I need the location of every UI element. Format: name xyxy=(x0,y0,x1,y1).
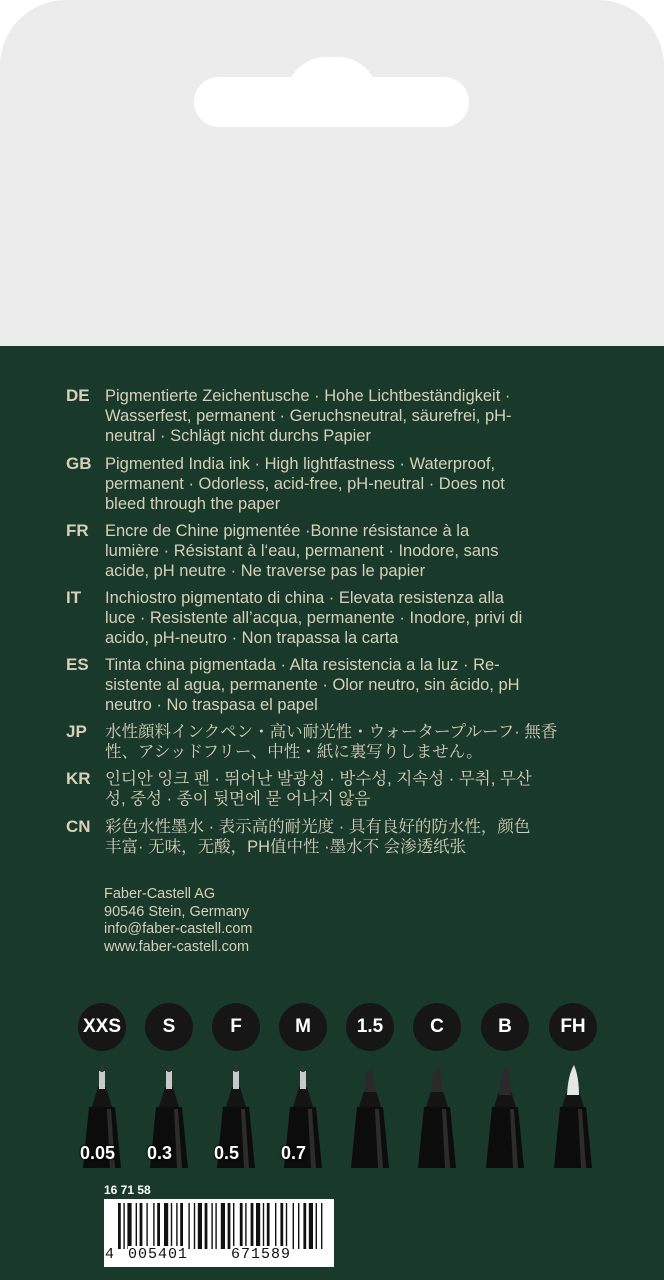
language-text xyxy=(105,817,600,857)
article-number: 16 71 58 xyxy=(104,1183,151,1197)
text-line: luce · Resistente all’acqua, permanente · Inodore, privi di xyxy=(105,609,523,627)
language-code: DE xyxy=(66,386,90,405)
language-text xyxy=(105,769,600,809)
text-line: Wasserfest, permanent · Geruchsneutral, säurefrei, pH- xyxy=(105,407,512,425)
size-badge: B xyxy=(481,1003,529,1051)
language-code: ES xyxy=(66,655,89,674)
language-code: JP xyxy=(66,722,87,741)
pen-nib-icon xyxy=(548,1065,598,1168)
language-code: IT xyxy=(66,588,82,607)
hang-hole xyxy=(194,77,469,127)
address-website: www.faber-castell.com xyxy=(104,938,250,955)
text-line: Pigmented India ink · High lightfastness · Waterproof, xyxy=(105,455,496,473)
size-badge: C xyxy=(413,1003,461,1051)
barcode-right-digits: 671589 xyxy=(231,1246,292,1263)
language-text xyxy=(105,588,600,648)
text-line: Pigmentierte Zeichentusche · Hohe Lichtbeständigkeit · xyxy=(105,387,511,405)
tip-size-label: 0.7 xyxy=(281,1143,307,1163)
text-line: neutral · Schlägt nicht durchs Papier xyxy=(105,427,371,445)
pen-nib-icon xyxy=(345,1065,395,1168)
address-email: info@faber-castell.com xyxy=(104,921,253,937)
language-text xyxy=(105,386,600,446)
pen-nib-icon xyxy=(480,1065,530,1168)
language-code: GB xyxy=(66,454,92,473)
size-badge: XXS xyxy=(78,1003,126,1051)
size-badge: M xyxy=(279,1003,327,1051)
text-line: 彩色水性墨水 · 表示高的耐光度 · 具有良好的防水性，颜色 xyxy=(105,818,531,836)
language-code: KR xyxy=(66,769,91,788)
text-line: permanent · Odorless, acid-free, pH-neutral · Does not xyxy=(105,475,505,493)
pen-nib-icon xyxy=(412,1065,462,1168)
size-badge: S xyxy=(145,1003,193,1051)
company-address xyxy=(104,886,253,956)
text-line: Encre de Chine pigmentée ·Bonne résistance à la xyxy=(105,522,470,540)
size-badge: F xyxy=(212,1003,260,1051)
text-line: bleed through the paper xyxy=(105,495,281,513)
hanger-header xyxy=(0,0,664,346)
address-line: 90546 Stein, Germany xyxy=(104,903,250,920)
text-line: neutro · No traspasa el papel xyxy=(105,696,318,714)
text-line: Tinta china pigmentada · Alta resistencia a la luz · Re- xyxy=(105,656,500,674)
tip-size-label: 0.5 xyxy=(214,1143,240,1163)
address-line: Faber-Castell AG xyxy=(104,886,216,902)
barcode-first-digit: 4 xyxy=(105,1246,115,1263)
language-text xyxy=(105,655,600,715)
text-line: lumière · Résistant à l‘eau, permanent · Inodore, sans xyxy=(105,542,499,560)
size-badge: FH xyxy=(549,1003,597,1051)
size-badge: 1.5 xyxy=(346,1003,394,1051)
language-text xyxy=(105,722,600,762)
language-code: FR xyxy=(66,521,89,540)
language-code: CN xyxy=(66,817,91,836)
language-text xyxy=(105,521,600,581)
text-line: 性、アシッドフリー、中性・紙に裏写りしません。 xyxy=(105,743,483,761)
barcode xyxy=(104,1199,334,1267)
language-text xyxy=(105,454,600,514)
tip-size-label: 0.05 xyxy=(80,1143,116,1163)
text-line: acide, pH neutre · Ne traverse pas le papier xyxy=(105,562,426,580)
text-line: Inchiostro pigmentato di china · Elevata resistenza alla xyxy=(105,589,504,607)
text-line: 성, 중성 · 종이 뒷면에 묻 어나지 않음 xyxy=(105,790,371,808)
barcode-left-digits: 005401 xyxy=(128,1246,189,1263)
text-line: 丰富· 无味，无酸，PH值中性 ·墨水不 会渗透纸张 xyxy=(105,838,467,856)
tip-size-label: 0.3 xyxy=(147,1143,173,1163)
text-line: acido, pH-neutro · Non trapassa la carta xyxy=(105,629,399,647)
text-line: 인디안 잉크 펜 · 뛰어난 발광성 · 방수성, 지속성 · 무취, 무산 xyxy=(105,770,532,788)
text-line: 水性顔料インクペン・高い耐光性・ウォータープルーフ· 無香 xyxy=(105,723,558,741)
text-line: sistente al agua, permanente · Olor neutro, sin ácido, pH xyxy=(105,676,520,694)
